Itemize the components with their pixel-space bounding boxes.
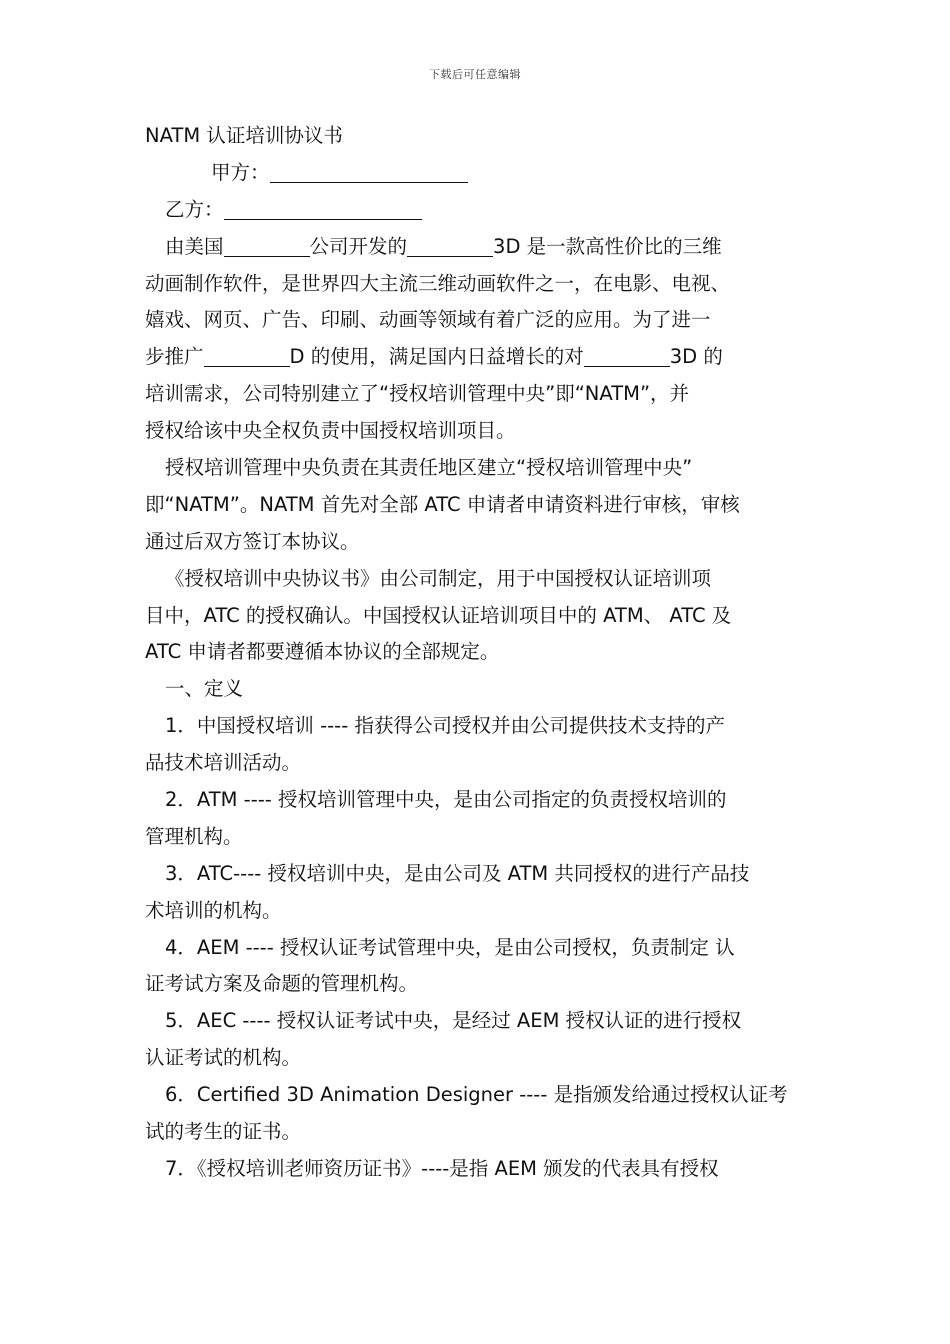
paragraph-line: 嬉戏、网页、广告、印刷、动画等领域有着广泛的应用。为了进一 <box>145 308 711 332</box>
paragraph-line: 授权给该中央全权负责中国授权培训项目。 <box>145 419 516 443</box>
paragraph-line: 目中，ATC 的授权确认。中国授权认证培训项目中的 ATM、 ATC 及 <box>145 603 732 627</box>
definition-item-4: 4．AEM ---- 授权认证考试管理中央，是由公司授权，负责制定 认 <box>165 935 735 959</box>
text-segment: 由美国 <box>165 234 224 258</box>
paragraph-line: 动画制作软件，是世界四大主流三维动画软件之一，在电影、电视、 <box>145 271 731 295</box>
software-blank <box>204 344 290 367</box>
document-title: NATM 认证培训协议书 <box>145 124 343 147</box>
text-segment: 3D 是一款高性价比的三维 <box>493 234 722 258</box>
definition-item-4-cont: 证考试方案及命题的管理机构。 <box>145 972 419 996</box>
paragraph-line: 即“NATM”。NATM 首先对全部 ATC 申请者申请资料进行审核，审核 <box>145 492 740 516</box>
paragraph-line <box>145 339 807 376</box>
definition-item-2-cont: 管理机构。 <box>145 824 243 848</box>
definition-item-1: 1．中国授权培训 ---- 指获得公司授权并由公司提供技术支持的产 <box>165 714 725 738</box>
paragraph-line: ATC 申请者都要遵循本协议的全部规定。 <box>145 640 500 664</box>
text-segment: 公司开发的 <box>309 234 408 258</box>
paragraph-line <box>145 229 807 266</box>
software-blank <box>407 234 493 257</box>
definition-item-3-cont: 术培训的机构。 <box>145 898 282 922</box>
party-b-blank <box>224 197 422 220</box>
paragraph-line: 《授权培训中央协议书》由公司制定，用于中国授权认证培训项 <box>165 566 712 590</box>
definition-item-2: 2．ATM ---- 授权培训管理中央，是由公司指定的负责授权培训的 <box>165 788 727 812</box>
definition-item-7: 7．《授权培训老师资历证书》----是指 AEM 颁发的代表具有授权 <box>165 1156 719 1180</box>
text-segment: 3D 的 <box>669 345 723 369</box>
text-segment: 步推广 <box>145 345 204 369</box>
party-a-blank <box>270 160 468 183</box>
party-a-line <box>145 155 807 192</box>
definition-item-6: 6．Certified 3D Animation Designer ---- 是指颁发给通过授权认证考 <box>165 1083 788 1107</box>
text-segment: D 的使用，满足国内日益增长的对 <box>289 345 584 369</box>
definition-item-1-cont: 品技术培训活动。 <box>145 751 302 775</box>
paragraph-line: 授权培训管理中央负责在其责任地区建立“授权培训管理中央” <box>165 456 693 480</box>
software-blank <box>584 344 670 367</box>
party-a-label: 甲方： <box>211 160 270 184</box>
paragraph-line: 培训需求，公司特别建立了“授权培训管理中央”即“NATM”，并 <box>145 382 690 406</box>
party-b-line <box>145 192 807 229</box>
company-blank <box>224 234 310 257</box>
definition-item-5: 5．AEC ---- 授权认证考试中央，是经过 AEM 授权认证的进行授权 <box>165 1009 742 1033</box>
paragraph-line: 通过后双方签订本协议。 <box>145 529 360 553</box>
definition-item-5-cont: 认证考试的机构。 <box>145 1046 302 1070</box>
definition-item-6-cont: 试的考生的证书。 <box>145 1120 302 1144</box>
header-note: 下载后可任意编辑 <box>429 68 521 81</box>
party-b-label: 乙方： <box>165 197 224 221</box>
document-body <box>145 118 807 1188</box>
definition-item-3: 3．ATC---- 授权培训中央，是由公司及 ATM 共同授权的进行产品技 <box>165 861 750 885</box>
section-heading: 一、定义 <box>165 677 244 701</box>
